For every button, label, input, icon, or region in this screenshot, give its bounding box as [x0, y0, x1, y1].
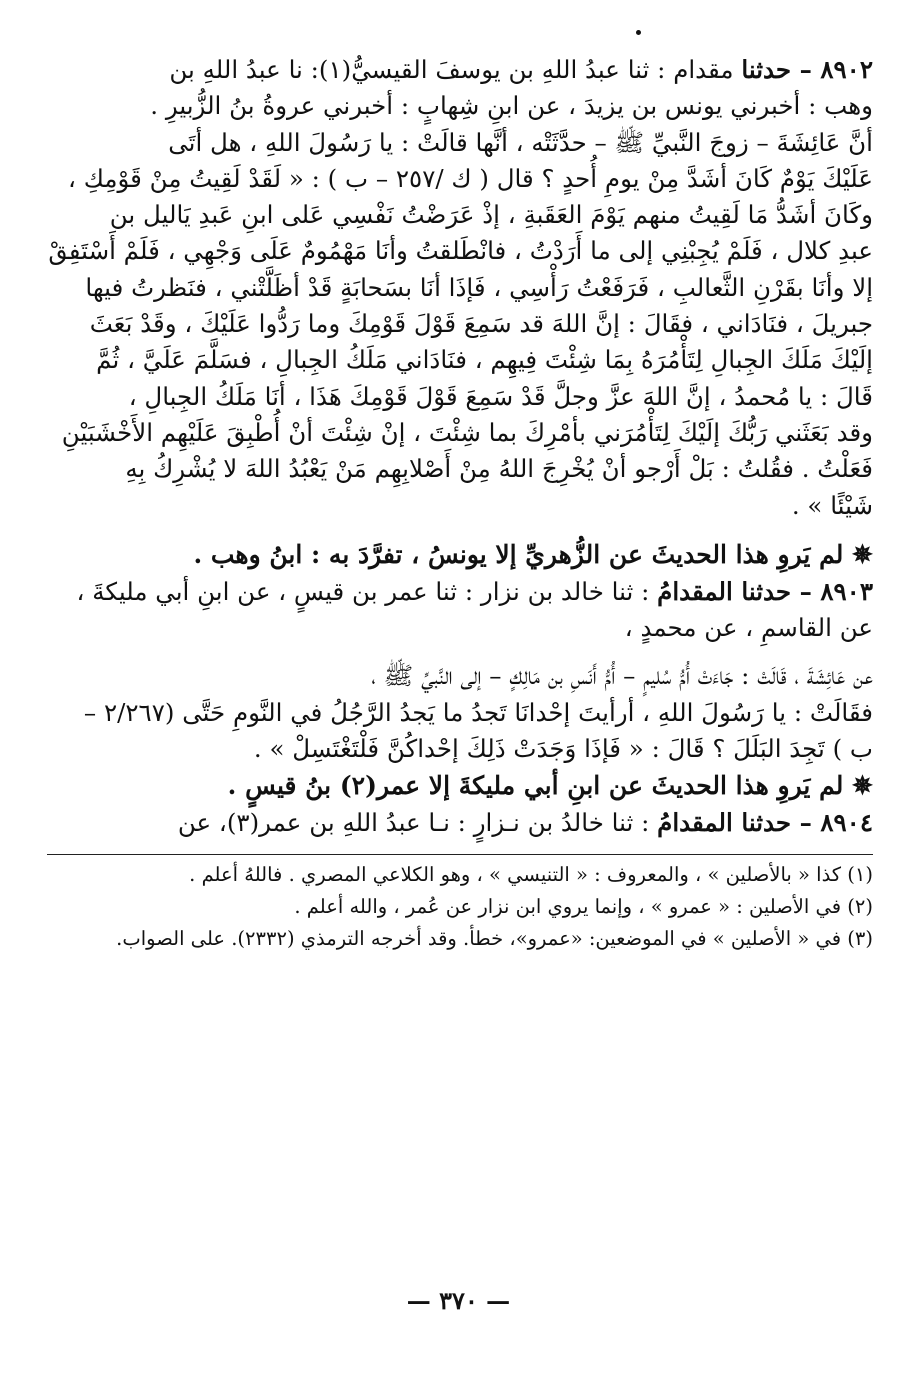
dash: –	[791, 808, 821, 838]
text-line: عن القاسمِ ، عن محمدٍ ،	[624, 613, 873, 643]
narration-keyword: حدثنا المقدامُ	[657, 576, 792, 606]
text-line: إلا وأنَا بقَرْنِ الثَّعالبِ ، فَرَفَعْتُ رَأْسِي ، فَإذَا أنَا بسَحابَةٍ قَدْ أظَلَّتْني ، فنَظرتُ فيها	[85, 272, 873, 302]
page-mark	[636, 30, 641, 35]
hadith-number: ٨٩٠٢	[820, 55, 873, 84]
spacer	[44, 646, 873, 658]
narration-keyword: حدثنا	[741, 55, 792, 84]
text-line: أنَّ عَائِشَةَ – زوجَ النَّبيِّ ﷺ – حدَّثَتْه ، أنَّها قالَتْ : يا رَسُولَ اللهِ ، هل أتَى	[168, 127, 873, 157]
isnad-text: : ثنا خالد بن نزار : ثنا عمر بن قيسٍ ، عن ابنِ أبي مليكةَ ،	[76, 576, 658, 606]
hadith-8904-first-line	[44, 805, 873, 841]
page-number: — ٣٧٠ —	[406, 1286, 511, 1315]
text-line: عن عَائِشَةَ ، قَالَتْ : جَاءَتْ أُمُّ سُليمٍ – أُمُّ أَنَسِ بن مَالِكٍ – إلى النَّبيِّ ﷺ ،	[371, 661, 873, 691]
footnote-1: (١) كذا « بالأصلين » ، والمعروف : « التنيسي » ، وهو الكلاعي المصري . فاللهُ أعلم .	[189, 862, 873, 886]
hadith-8902-first-line	[44, 52, 873, 88]
footnotes	[44, 859, 873, 955]
narration-keyword: حدثنا المقدامُ	[657, 808, 792, 838]
text-line: شَيْئًا » .	[791, 490, 873, 520]
text-line: فَعَلْتُ . فقُلتُ : بَلْ أَرْجو أنْ يُخْرِجَ اللهُ مِنْ أَصْلابِهِم مَنْ يَعْبُدُ اللهَ لا يُشْرِكُ بِهِ	[125, 454, 873, 484]
spacer	[44, 524, 873, 536]
footnote-2: (٢) في الأصلين : « عمرو » ، وإنما يروي ابن نزار عن عُمر ، والله أعلم .	[294, 894, 873, 918]
text-line: ب ) تَجِدَ البَلَلَ ؟ قَالَ : « فَإذَا وَجَدَتْ ذَلِكَ إحْداكُنَّ فَلْتَغْتَسِلْ » .	[253, 734, 873, 764]
text-line: عبدِ كلال ، فَلَمْ يُجِبْنِي إلى ما أَرَدْتُ ، فانْطَلقتُ وأنَا مَهْمُومٌ عَلَى وَجْهِي ، فَلَمْ أَسْتَفِقْ	[48, 236, 873, 266]
text-line: وقد بَعَثَني رَبُّكَ إلَيْكَ لِتَأْمُرَني بأمْرِكَ بما شِئْتَ ، إنْ شِئْتَ أنْ أُطْبِقَ عَلَيْهِم الأَخْشَبَيْنِ	[61, 417, 873, 447]
footnote-divider	[47, 854, 873, 855]
hadith-8904	[44, 805, 873, 841]
text-line: وهب : أخبرني يونس بن يزيدَ ، عن ابنِ شِهابٍ : أخبرني عروةُ بنُ الزُّبيرِ .	[150, 91, 873, 121]
hadith-number: ٨٩٠٤	[820, 808, 873, 838]
text-line: قَالَ : يا مُحمدُ ، إنَّ اللهَ عزَّ وجلَّ قَدْ سَمِعَ قَوْلَ قَوْمِكَ هَذَا ، أنَا مَلَكُ الجِبالِ ،	[128, 381, 873, 411]
hadith-8902	[44, 52, 873, 524]
text-line: إلَيْكَ مَلَكَ الجِبالِ لِتَأْمُرَهُ بِمَا شِئْتَ فِيهِم ، فنَادَاني مَلَكُ الجِبالِ ، فسَلَّمَ عَلَيَّ ، ثُمَّ	[96, 345, 873, 375]
isnad-text: : ثنا خالدُ بن نـزارٍ : نـا عبدُ اللهِ بن عمر(٣)، عن	[177, 808, 658, 838]
isnad-text: مقدام : ثنا عبدُ اللهِ بن يوسفَ القيسيُّ(١): نا عبدُ اللهِ بن	[169, 55, 742, 84]
hadith-8903-first-line	[44, 574, 873, 610]
text-line: فقَالَتْ : يا رَسُولَ اللهِ ، أرأيتَ إحْدانَا تَجدُ ما يَجدُ الرَّجُلُ في النَّومِ حَتَّى (٢/٢٦٧ –	[83, 697, 873, 727]
text-line: وكَانَ أشَدُّ مَا لَقِيتُ منهم يَوْمَ العَقَبةِ ، إذْ عَرَضْتُ نَفْسِي عَلى ابنِ عَبدِ يَاليل بن	[109, 200, 873, 230]
hadith-8903-note: ✵ لم يَروِ هذا الحديثَ عن ابنِ أبي مليكةَ إلا عمر(٢) بنُ قيسٍ .	[227, 771, 873, 801]
hadith-number: ٨٩٠٣	[820, 576, 873, 606]
hadith-8903	[44, 574, 873, 767]
footnote-3: (٣) في « الأصلين » في الموضعين: «عمرو»، خطأ. وقد أخرجه الترمذي (٢٣٣٢). على الصواب.	[116, 926, 873, 950]
dash: –	[791, 576, 821, 606]
hadith-8902-note: ✵ لم يَروِ هذا الحديثَ عن الزُّهريِّ إلا يونسُ ، تفرَّدَ به : ابنُ وهب .	[193, 539, 873, 569]
text-line: جبريلَ ، فنَادَاني ، فقَالَ : إنَّ اللهَ قد سَمِعَ قَوْلَ قَوْمِكَ وما رَدُّوا عَلَيْكَ ، وقَدْ بَعَثَ	[89, 309, 873, 339]
dash: –	[791, 55, 821, 84]
text-line: عَلَيْكَ يَوْمٌ كَانَ أشَدَّ مِنْ يومِ أُحدٍ ؟ قال ( ك /٢٥٧ – ب ) : « لَقَدْ لَقِيتُ مِنْ قَوْمِكِ ،	[68, 163, 873, 193]
